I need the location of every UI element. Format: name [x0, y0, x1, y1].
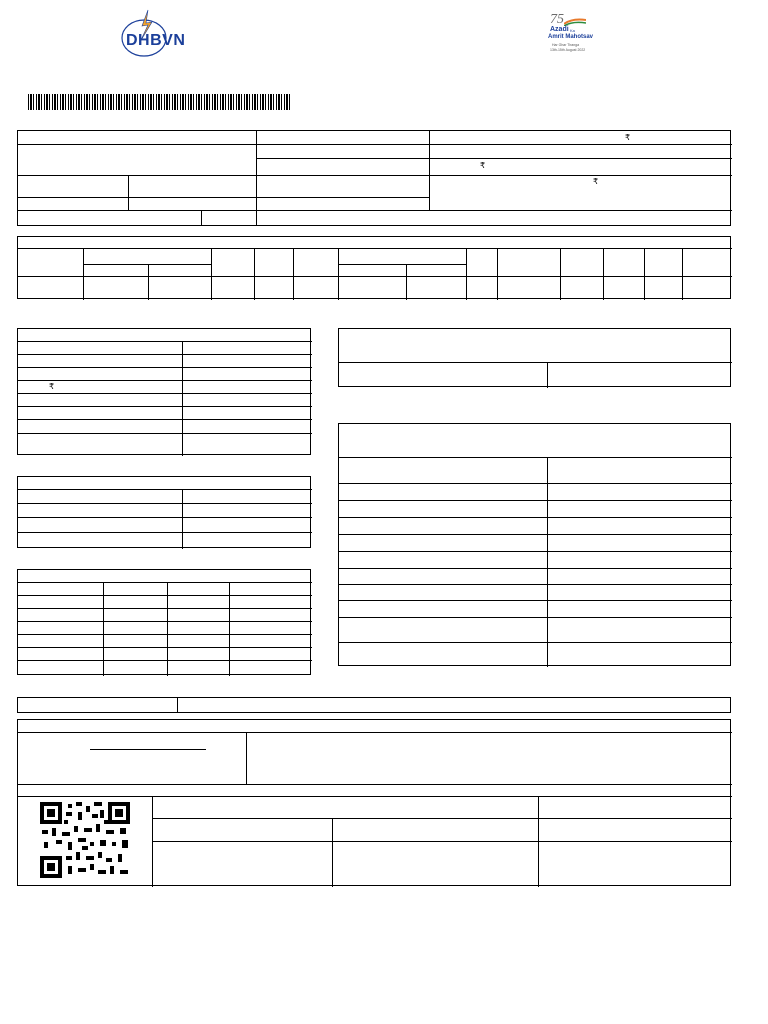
- meter-reading-table: [17, 236, 731, 299]
- flag-swoosh-icon: [564, 18, 586, 26]
- rupee-symbol-1: ₹: [625, 133, 631, 142]
- azadi-line5: 13th-15th August 2022: [550, 48, 586, 52]
- qr-code-icon: [40, 802, 130, 878]
- due-date-box: [338, 328, 731, 387]
- payment-slip-section: [17, 719, 731, 886]
- rupee-symbol-4: ₹: [49, 382, 55, 391]
- consumption-history-box: [17, 569, 311, 675]
- azadi-line2: Ka: [570, 28, 575, 33]
- rupee-symbol-2: ₹: [480, 161, 486, 170]
- consumer-info-table: [17, 130, 731, 226]
- dhbvn-logo: [118, 8, 190, 64]
- signature-line: [90, 749, 206, 750]
- azadi-line3: Amrit Mahotsav: [548, 34, 594, 40]
- payment-details-box: [17, 476, 311, 548]
- bill-details-box: [17, 328, 311, 455]
- azadi-line4: Har Ghar Tiranga: [552, 43, 580, 47]
- barcode: [28, 94, 290, 110]
- rupee-symbol-3: ₹: [593, 177, 599, 186]
- azadi-number: 75: [550, 12, 564, 27]
- azadi-line1: Azadi: [550, 26, 569, 33]
- message-row: [17, 697, 731, 713]
- azadi-ka-amrit-mahotsav-logo: [540, 12, 610, 56]
- logo-text: DHBVN: [126, 32, 186, 49]
- charges-breakup-box: [338, 423, 731, 666]
